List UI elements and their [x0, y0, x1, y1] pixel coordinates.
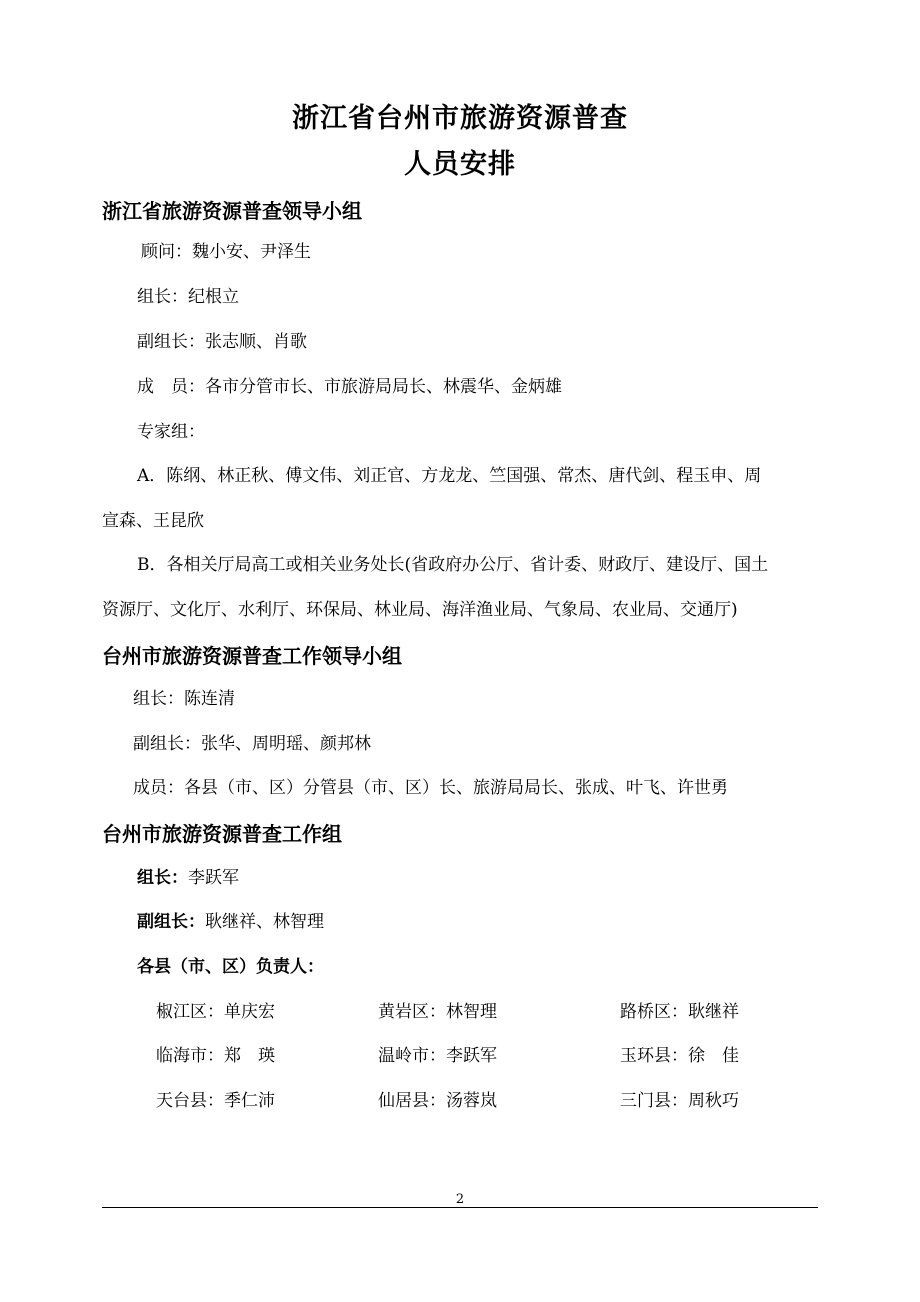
county-cell: 黄岩区：林智理 — [378, 1002, 497, 1022]
county-cell: 三门县：周秋巧 — [620, 1091, 739, 1111]
page-number: 2 — [455, 1192, 465, 1207]
county-cell: 临海市：郑 瑛 — [156, 1046, 275, 1066]
city-leading-members-line: 成员：各县（市、区）分管县（市、区）长、旅游局局长、张成、叶飞、许世勇 — [133, 778, 728, 798]
county-cell: 仙居县：汤蓉岚 — [378, 1091, 497, 1111]
provincial-deputy-line: 副组长：张志顺、肖歌 — [137, 332, 307, 352]
county-cell: 天台县：季仁沛 — [156, 1091, 275, 1111]
city-working-leader-value: 李跃军 — [188, 868, 239, 888]
expert-group-a-line-2: 宣森、王昆欣 — [102, 511, 204, 531]
city-leading-leader-line: 组长：陈连清 — [133, 689, 235, 709]
provincial-leader-line: 组长：纪根立 — [137, 287, 239, 307]
county-cell: 椒江区：单庆宏 — [156, 1002, 275, 1022]
section-heading-city-working-group: 台州市旅游资源普查工作组 — [102, 822, 342, 846]
city-leading-deputy-line: 副组长：张华、周明瑶、颜邦林 — [133, 734, 371, 754]
expert-group-a-line-1: A．陈纲、林正秋、傅文伟、刘正官、方龙龙、竺国强、常杰、唐代剑、程玉申、周 — [137, 466, 762, 486]
county-cell: 路桥区：耿继祥 — [620, 1002, 739, 1022]
city-working-deputy-label: 副组长： — [137, 912, 205, 932]
provincial-members-line: 成 员：各市分管市长、市旅游局局长、林震华、金炳雄 — [137, 377, 562, 397]
expert-group-label: 专家组： — [137, 422, 205, 442]
expert-group-b-line-2: 资源厅、文化厅、水利厅、环保局、林业局、海洋渔业局、气象局、农业局、交通厅) — [102, 600, 738, 620]
city-working-deputy-value: 耿继祥、林智理 — [205, 912, 324, 932]
city-working-leader-label: 组长： — [137, 868, 188, 888]
footer-rule — [102, 1207, 818, 1208]
city-working-leader-line — [137, 866, 239, 890]
county-cell: 温岭市：李跃军 — [378, 1046, 497, 1066]
section-heading-city-leading-group: 台州市旅游资源普查工作领导小组 — [102, 644, 402, 668]
city-working-deputy-line — [137, 910, 324, 934]
expert-group-b-line-1: B．各相关厅局高工或相关业务处长(省政府办公厅、省计委、财政厅、建设厅、国土 — [137, 555, 769, 575]
county-responsible-label: 各县（市、区）负责人： — [137, 957, 324, 977]
section-heading-provincial-leading-group: 浙江省旅游资源普查领导小组 — [102, 199, 362, 223]
provincial-advisor-line: 顾问：魏小安、尹泽生 — [141, 242, 311, 262]
county-cell: 玉环县：徐 佳 — [620, 1046, 739, 1066]
document-title-line-1: 浙江省台州市旅游资源普查 — [292, 103, 628, 134]
document-title-line-2: 人员安排 — [404, 149, 516, 180]
